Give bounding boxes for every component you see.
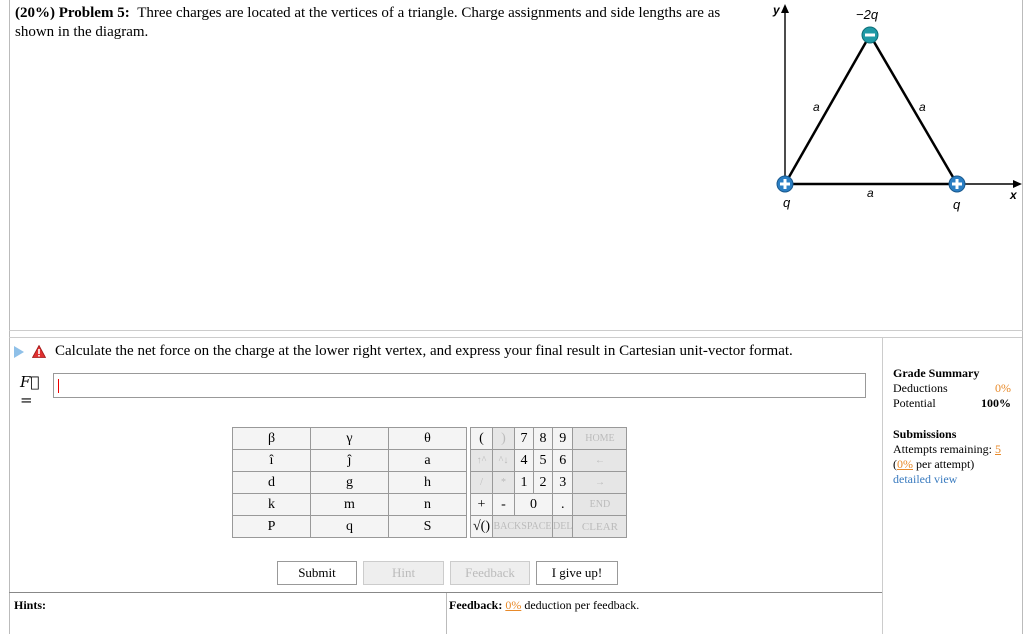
key-end[interactable]: END (573, 494, 627, 516)
question-row (14, 343, 793, 360)
feedback-percent: 0% (505, 598, 522, 612)
key-subscript[interactable]: ^↓ (493, 450, 515, 472)
y-axis-arrow (781, 4, 789, 13)
per-attempt-percent: 0% (897, 457, 913, 471)
side-bottom-label: a (867, 186, 874, 200)
question-text: Calculate the net force on the charge at the lower right vertex, and express your final result in Cartesian unit-vector format. (55, 343, 793, 359)
negative-charge-icon (862, 27, 878, 43)
key-S[interactable]: S (389, 516, 467, 538)
problem-weight: (20%) (15, 5, 55, 21)
deductions-value: 0% (995, 381, 1011, 395)
attempts-value: 5 (994, 442, 1001, 456)
key-minus[interactable]: - (493, 494, 515, 516)
key-n[interactable]: n (389, 494, 467, 516)
key-i-hat[interactable]: î (233, 450, 311, 472)
key-superscript[interactable]: ↑^ (471, 450, 493, 472)
numeric-keypad (470, 427, 627, 538)
submissions-title: Submissions (893, 427, 957, 441)
variable-keypad (232, 427, 467, 538)
key-5[interactable]: 5 (534, 450, 553, 472)
side-left-label: a (813, 100, 820, 114)
key-1[interactable]: 1 (515, 472, 534, 494)
left-charge-label: q (783, 195, 791, 210)
positive-charge-left-icon (777, 176, 793, 192)
key-g[interactable]: g (311, 472, 389, 494)
key-a[interactable]: a (389, 450, 467, 472)
key-gamma[interactable]: γ (311, 428, 389, 450)
problem-statement (15, 4, 750, 42)
key-h[interactable]: h (389, 472, 467, 494)
text-caret (58, 379, 59, 393)
key-right-arrow[interactable]: → (573, 472, 627, 494)
warning-icon (32, 345, 46, 358)
key-home[interactable]: HOME (573, 428, 627, 450)
side-right (870, 35, 957, 184)
top-charge-label: −2q (856, 7, 879, 22)
key-plus[interactable]: + (471, 494, 493, 516)
key-clear[interactable]: CLEAR (573, 516, 627, 538)
section-divider (9, 330, 1023, 331)
feedback-button[interactable]: Feedback (450, 561, 530, 585)
key-close-paren[interactable]: ) (493, 428, 515, 450)
x-axis-arrow (1013, 180, 1022, 188)
key-del[interactable]: DEL (553, 516, 573, 538)
potential-value: 100% (981, 396, 1011, 410)
key-q[interactable]: q (311, 516, 389, 538)
key-0[interactable]: 0 (515, 494, 553, 516)
key-2[interactable]: 2 (534, 472, 553, 494)
attempts-label: Attempts remaining: (893, 442, 992, 456)
problem-body: Three charges are located at the vertices of a triangle. Charge assignments and side lengths are as shown in the diagram. (15, 5, 721, 40)
side-left (785, 35, 870, 184)
key-left-arrow[interactable]: ← (573, 450, 627, 472)
grade-summary-title: Grade Summary (893, 366, 980, 380)
key-backspace[interactable]: BACKSPACE (493, 516, 553, 538)
key-9[interactable]: 9 (553, 428, 573, 450)
key-m[interactable]: m (311, 494, 389, 516)
answer-row (20, 373, 52, 409)
key-open-paren[interactable]: ( (471, 428, 493, 450)
feedback-info (449, 598, 639, 613)
key-j-hat[interactable]: ĵ (311, 450, 389, 472)
feedback-label: Feedback: (449, 598, 503, 612)
key-k[interactable]: k (233, 494, 311, 516)
key-8[interactable]: 8 (534, 428, 553, 450)
key-sqrt[interactable]: √() (471, 516, 493, 538)
potential-label: Potential (893, 396, 936, 410)
key-decimal[interactable]: . (553, 494, 573, 516)
answer-input[interactable] (53, 373, 866, 398)
key-divide[interactable]: / (471, 472, 493, 494)
feedback-divider (446, 593, 447, 634)
give-up-button[interactable]: I give up! (536, 561, 618, 585)
x-axis-label: x (1010, 188, 1017, 202)
feedback-suffix: deduction per feedback. (524, 598, 640, 612)
key-P[interactable]: P (233, 516, 311, 538)
play-icon[interactable] (14, 346, 24, 358)
triangle-diagram (760, 0, 1024, 215)
side-right-label: a (919, 100, 926, 114)
key-3[interactable]: 3 (553, 472, 573, 494)
key-6[interactable]: 6 (553, 450, 573, 472)
key-7[interactable]: 7 (515, 428, 534, 450)
key-4[interactable]: 4 (515, 450, 534, 472)
grade-divider (882, 337, 883, 634)
hints-label: Hints: (14, 598, 47, 612)
key-beta[interactable]: β (233, 428, 311, 450)
deductions-label: Deductions (893, 381, 948, 395)
right-charge-label: q (953, 197, 961, 212)
key-multiply[interactable]: * (493, 472, 515, 494)
positive-charge-right-icon (949, 176, 965, 192)
grade-summary: Grade Summary Deductions 0% Potential 100% Submissions Attempts remaining: 5 (0% per attempt) detailed view (893, 366, 1011, 486)
key-d[interactable]: d (233, 472, 311, 494)
y-axis-label: y (773, 3, 780, 17)
per-attempt-suffix: per attempt) (916, 457, 975, 471)
submit-button[interactable]: Submit (277, 561, 357, 585)
detailed-view-link[interactable]: detailed view (893, 472, 958, 486)
key-theta[interactable]: θ (389, 428, 467, 450)
problem-title: Problem 5: (58, 5, 130, 21)
hint-button[interactable]: Hint (363, 561, 444, 585)
answer-label: F⃗ = (20, 373, 40, 409)
